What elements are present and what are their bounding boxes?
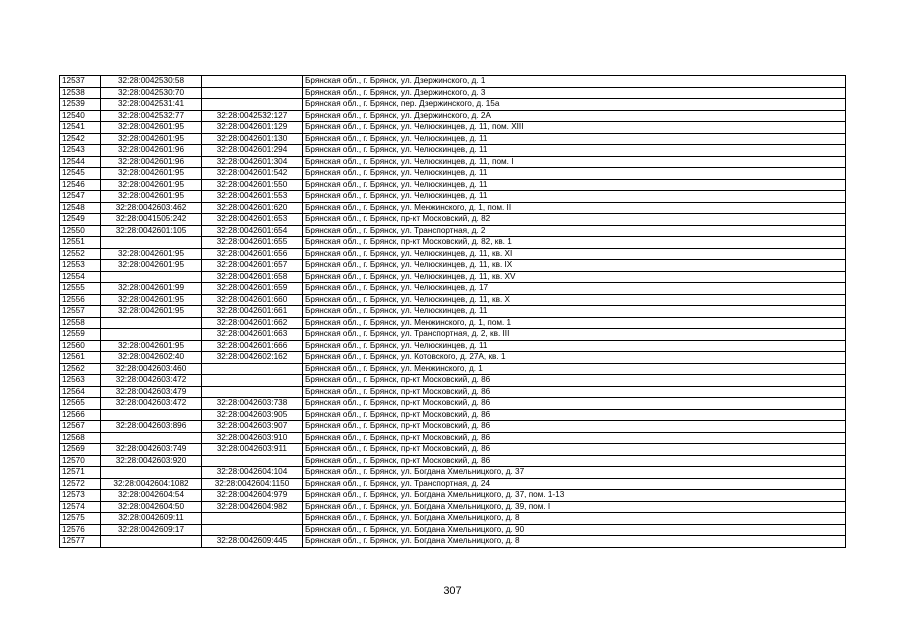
- address-cell: Брянская обл., г. Брянск, ул. Челюскинцев, д. 11: [303, 191, 846, 203]
- table-row: [60, 168, 846, 180]
- cadastral-number-cell: 32:28:0042601:95: [101, 168, 202, 180]
- object-cadastral-number-cell: 32:28:0042604:979: [202, 490, 303, 502]
- table-row: [60, 248, 846, 260]
- address-cell: Брянская обл., г. Брянск, ул. Менжинского, д. 1, пом. 1: [303, 317, 846, 329]
- cadastral-number-cell: 32:28:0042603:460: [101, 363, 202, 375]
- address-cell: Брянская обл., г. Брянск, ул. Дзержинского, д. 1: [303, 76, 846, 88]
- cadastral-number-cell: 32:28:0042601:105: [101, 225, 202, 237]
- object-cadastral-number-cell: 32:28:0042603:907: [202, 421, 303, 433]
- object-cadastral-number-cell: [202, 363, 303, 375]
- address-cell: Брянская обл., г. Брянск, ул. Котовского, д. 27А, кв. 1: [303, 352, 846, 364]
- cadastral-number-cell: 32:28:0042603:896: [101, 421, 202, 433]
- row-number-cell: 12564: [60, 386, 101, 398]
- table-row: [60, 490, 846, 502]
- table-row: [60, 421, 846, 433]
- row-number-cell: 12572: [60, 478, 101, 490]
- address-cell: Брянская обл., г. Брянск, ул. Богдана Хмельницкого, д. 8: [303, 536, 846, 548]
- cadastral-number-cell: 32:28:0042603:472: [101, 398, 202, 410]
- address-cell: Брянская обл., г. Брянск, пр-кт Московский, д. 86: [303, 409, 846, 421]
- object-cadastral-number-cell: 32:28:0042601:653: [202, 214, 303, 226]
- row-number-cell: 12575: [60, 513, 101, 525]
- table-row: [60, 214, 846, 226]
- object-cadastral-number-cell: 32:28:0042601:655: [202, 237, 303, 249]
- address-cell: Брянская обл., г. Брянск, ул. Челюскинцев, д. 11, пом. XIII: [303, 122, 846, 134]
- row-number-cell: 12566: [60, 409, 101, 421]
- table-row: [60, 122, 846, 134]
- object-cadastral-number-cell: 32:28:0042601:550: [202, 179, 303, 191]
- object-cadastral-number-cell: 32:28:0042601:659: [202, 283, 303, 295]
- table-row: [60, 294, 846, 306]
- object-cadastral-number-cell: 32:28:0042601:304: [202, 156, 303, 168]
- table-row: [60, 340, 846, 352]
- row-number-cell: 12539: [60, 99, 101, 111]
- row-number-cell: 12558: [60, 317, 101, 329]
- row-number-cell: 12559: [60, 329, 101, 341]
- table-row: [60, 283, 846, 295]
- cadastral-number-cell: 32:28:0042609:11: [101, 513, 202, 525]
- object-cadastral-number-cell: 32:28:0042601:654: [202, 225, 303, 237]
- cadastral-number-cell: 32:28:0042604:54: [101, 490, 202, 502]
- object-cadastral-number-cell: 32:28:0042609:445: [202, 536, 303, 548]
- row-number-cell: 12546: [60, 179, 101, 191]
- table-row: [60, 271, 846, 283]
- row-number-cell: 12557: [60, 306, 101, 318]
- table-row: [60, 99, 846, 111]
- object-cadastral-number-cell: [202, 455, 303, 467]
- table-row: [60, 513, 846, 525]
- table-row: [60, 225, 846, 237]
- cadastral-number-cell: 32:28:0042601:95: [101, 191, 202, 203]
- object-cadastral-number-cell: 32:28:0042604:1150: [202, 478, 303, 490]
- row-number-cell: 12550: [60, 225, 101, 237]
- cadastral-number-cell: 32:28:0042601:95: [101, 340, 202, 352]
- address-cell: Брянская обл., г. Брянск, ул. Челюскинцев, д. 17: [303, 283, 846, 295]
- object-cadastral-number-cell: 32:28:0042601:620: [202, 202, 303, 214]
- address-cell: Брянская обл., г. Брянск, пр-кт Московский, д. 82: [303, 214, 846, 226]
- object-cadastral-number-cell: 32:28:0042603:911: [202, 444, 303, 456]
- row-number-cell: 12562: [60, 363, 101, 375]
- address-cell: Брянская обл., г. Брянск, ул. Челюскинцев, д. 11: [303, 179, 846, 191]
- table-row: [60, 478, 846, 490]
- cadastral-number-cell: [101, 409, 202, 421]
- row-number-cell: 12538: [60, 87, 101, 99]
- row-number-cell: 12568: [60, 432, 101, 444]
- row-number-cell: 12543: [60, 145, 101, 157]
- cadastral-number-cell: 32:28:0042601:95: [101, 294, 202, 306]
- cadastral-number-cell: 32:28:0042601:95: [101, 306, 202, 318]
- table-row: [60, 110, 846, 122]
- address-cell: Брянская обл., г. Брянск, ул. Челюскинцев, д. 11, кв. X: [303, 294, 846, 306]
- address-cell: Брянская обл., г. Брянск, пр-кт Московский, д. 86: [303, 455, 846, 467]
- row-number-cell: 12552: [60, 248, 101, 260]
- row-number-cell: 12544: [60, 156, 101, 168]
- object-cadastral-number-cell: 32:28:0042603:905: [202, 409, 303, 421]
- cadastral-number-cell: 32:28:0042603:479: [101, 386, 202, 398]
- table-row: [60, 260, 846, 272]
- object-cadastral-number-cell: 32:28:0042601:658: [202, 271, 303, 283]
- address-cell: Брянская обл., г. Брянск, пр-кт Московский, д. 82, кв. 1: [303, 237, 846, 249]
- address-cell: Брянская обл., г. Брянск, пр-кт Московский, д. 86: [303, 421, 846, 433]
- address-cell: Брянская обл., г. Брянск, пр-кт Московский, д. 86: [303, 386, 846, 398]
- table-row: [60, 76, 846, 88]
- address-cell: Брянская обл., г. Брянск, ул. Транспортная, д. 2: [303, 225, 846, 237]
- object-cadastral-number-cell: [202, 524, 303, 536]
- cadastral-number-cell: 32:28:0042531:41: [101, 99, 202, 111]
- object-cadastral-number-cell: 32:28:0042601:666: [202, 340, 303, 352]
- cadastral-number-cell: 32:28:0042601:95: [101, 248, 202, 260]
- table-row: [60, 409, 846, 421]
- table-row: [60, 133, 846, 145]
- table-row: [60, 145, 846, 157]
- row-number-cell: 12555: [60, 283, 101, 295]
- cadastral-number-cell: 32:28:0042604:50: [101, 501, 202, 513]
- table-row: [60, 536, 846, 548]
- row-number-cell: 12556: [60, 294, 101, 306]
- row-number-cell: 12541: [60, 122, 101, 134]
- row-number-cell: 12567: [60, 421, 101, 433]
- row-number-cell: 12561: [60, 352, 101, 364]
- table-row: [60, 398, 846, 410]
- object-cadastral-number-cell: 32:28:0042602:162: [202, 352, 303, 364]
- object-cadastral-number-cell: 32:28:0042601:663: [202, 329, 303, 341]
- cadastral-number-cell: 32:28:0042530:58: [101, 76, 202, 88]
- row-number-cell: 12565: [60, 398, 101, 410]
- table-row: [60, 524, 846, 536]
- address-cell: Брянская обл., г. Брянск, пр-кт Московский, д. 86: [303, 444, 846, 456]
- registry-table-body: [60, 76, 846, 548]
- row-number-cell: 12547: [60, 191, 101, 203]
- address-cell: Брянская обл., г. Брянск, пр-кт Московский, д. 86: [303, 432, 846, 444]
- row-number-cell: 12576: [60, 524, 101, 536]
- row-number-cell: 12577: [60, 536, 101, 548]
- address-cell: Брянская обл., г. Брянск, ул. Богдана Хмельницкого, д. 90: [303, 524, 846, 536]
- table-row: [60, 386, 846, 398]
- table-row: [60, 306, 846, 318]
- row-number-cell: 12573: [60, 490, 101, 502]
- table-row: [60, 375, 846, 387]
- address-cell: Брянская обл., г. Брянск, ул. Богдана Хмельницкого, д. 37, пом. 1-13: [303, 490, 846, 502]
- cadastral-number-cell: 32:28:0042532:77: [101, 110, 202, 122]
- cadastral-number-cell: 32:28:0042601:95: [101, 122, 202, 134]
- object-cadastral-number-cell: 32:28:0042532:127: [202, 110, 303, 122]
- cadastral-number-cell: 32:28:0042609:17: [101, 524, 202, 536]
- cadastral-number-cell: [101, 432, 202, 444]
- object-cadastral-number-cell: [202, 386, 303, 398]
- cadastral-number-cell: [101, 237, 202, 249]
- row-number-cell: 12554: [60, 271, 101, 283]
- address-cell: Брянская обл., г. Брянск, ул. Менжинского, д. 1: [303, 363, 846, 375]
- cadastral-number-cell: 32:28:0042603:920: [101, 455, 202, 467]
- object-cadastral-number-cell: 32:28:0042603:910: [202, 432, 303, 444]
- address-cell: Брянская обл., г. Брянск, ул. Челюскинцев, д. 11: [303, 340, 846, 352]
- address-cell: Брянская обл., г. Брянск, ул. Богдана Хмельницкого, д. 8: [303, 513, 846, 525]
- table-row: [60, 191, 846, 203]
- cadastral-number-cell: 32:28:0042601:96: [101, 145, 202, 157]
- address-cell: Брянская обл., г. Брянск, ул. Челюскинцев, д. 11, пом. I: [303, 156, 846, 168]
- address-cell: Брянская обл., г. Брянск, ул. Богдана Хмельницкого, д. 39, пом. I: [303, 501, 846, 513]
- cadastral-number-cell: [101, 317, 202, 329]
- cadastral-number-cell: 32:28:0042601:95: [101, 260, 202, 272]
- address-cell: Брянская обл., г. Брянск, пер. Дзержинского, д. 15а: [303, 99, 846, 111]
- registry-table: [59, 75, 846, 548]
- table-row: [60, 444, 846, 456]
- object-cadastral-number-cell: 32:28:0042601:553: [202, 191, 303, 203]
- object-cadastral-number-cell: [202, 87, 303, 99]
- table-row: [60, 156, 846, 168]
- object-cadastral-number-cell: 32:28:0042601:130: [202, 133, 303, 145]
- row-number-cell: 12553: [60, 260, 101, 272]
- cadastral-number-cell: 32:28:0042602:40: [101, 352, 202, 364]
- table-row: [60, 202, 846, 214]
- cadastral-number-cell: [101, 271, 202, 283]
- object-cadastral-number-cell: [202, 76, 303, 88]
- object-cadastral-number-cell: 32:28:0042601:660: [202, 294, 303, 306]
- address-cell: Брянская обл., г. Брянск, ул. Дзержинского, д. 3: [303, 87, 846, 99]
- row-number-cell: 12548: [60, 202, 101, 214]
- cadastral-number-cell: 32:28:0042601:95: [101, 179, 202, 191]
- object-cadastral-number-cell: 32:28:0042601:662: [202, 317, 303, 329]
- table-row: [60, 179, 846, 191]
- object-cadastral-number-cell: 32:28:0042601:657: [202, 260, 303, 272]
- cadastral-number-cell: 32:28:0042603:472: [101, 375, 202, 387]
- object-cadastral-number-cell: 32:28:0042601:294: [202, 145, 303, 157]
- object-cadastral-number-cell: 32:28:0042604:982: [202, 501, 303, 513]
- cadastral-number-cell: 32:28:0042601:99: [101, 283, 202, 295]
- table-row: [60, 329, 846, 341]
- row-number-cell: 12570: [60, 455, 101, 467]
- cadastral-number-cell: [101, 329, 202, 341]
- row-number-cell: 12549: [60, 214, 101, 226]
- address-cell: Брянская обл., г. Брянск, ул. Челюскинцев, д. 11, кв. XV: [303, 271, 846, 283]
- address-cell: Брянская обл., г. Брянск, ул. Дзержинского, д. 2А: [303, 110, 846, 122]
- cadastral-number-cell: [101, 536, 202, 548]
- row-number-cell: 12542: [60, 133, 101, 145]
- cadastral-number-cell: 32:28:0042601:96: [101, 156, 202, 168]
- address-cell: Брянская обл., г. Брянск, ул. Менжинского, д. 1, пом. II: [303, 202, 846, 214]
- address-cell: Брянская обл., г. Брянск, пр-кт Московский, д. 86: [303, 375, 846, 387]
- object-cadastral-number-cell: 32:28:0042601:129: [202, 122, 303, 134]
- address-cell: Брянская обл., г. Брянск, ул. Транспортная, д. 2, кв. III: [303, 329, 846, 341]
- table-row: [60, 501, 846, 513]
- cadastral-number-cell: 32:28:0042601:95: [101, 133, 202, 145]
- page-number: 307: [443, 585, 462, 597]
- object-cadastral-number-cell: [202, 513, 303, 525]
- cadastral-number-cell: 32:28:0042530:70: [101, 87, 202, 99]
- cadastral-number-cell: 32:28:0042603:462: [101, 202, 202, 214]
- address-cell: Брянская обл., г. Брянск, ул. Богдана Хмельницкого, д. 37: [303, 467, 846, 479]
- address-cell: Брянская обл., г. Брянск, ул. Транспортная, д. 24: [303, 478, 846, 490]
- row-number-cell: 12545: [60, 168, 101, 180]
- row-number-cell: 12574: [60, 501, 101, 513]
- object-cadastral-number-cell: 32:28:0042603:738: [202, 398, 303, 410]
- object-cadastral-number-cell: 32:28:0042601:656: [202, 248, 303, 260]
- table-row: [60, 87, 846, 99]
- cadastral-number-cell: 32:28:0042603:749: [101, 444, 202, 456]
- cadastral-number-cell: 32:28:0041505:242: [101, 214, 202, 226]
- row-number-cell: 12571: [60, 467, 101, 479]
- object-cadastral-number-cell: [202, 375, 303, 387]
- table-row: [60, 363, 846, 375]
- row-number-cell: 12563: [60, 375, 101, 387]
- row-number-cell: 12560: [60, 340, 101, 352]
- row-number-cell: 12569: [60, 444, 101, 456]
- address-cell: Брянская обл., г. Брянск, ул. Челюскинцев, д. 11: [303, 133, 846, 145]
- address-cell: Брянская обл., г. Брянск, ул. Челюскинцев, д. 11, кв. XI: [303, 248, 846, 260]
- table-row: [60, 455, 846, 467]
- cadastral-number-cell: [101, 467, 202, 479]
- address-cell: Брянская обл., г. Брянск, ул. Челюскинцев, д. 11: [303, 145, 846, 157]
- row-number-cell: 12540: [60, 110, 101, 122]
- table-row: [60, 317, 846, 329]
- cadastral-number-cell: 32:28:0042604:1082: [101, 478, 202, 490]
- table-row: [60, 432, 846, 444]
- row-number-cell: 12537: [60, 76, 101, 88]
- object-cadastral-number-cell: 32:28:0042601:661: [202, 306, 303, 318]
- table-row: [60, 352, 846, 364]
- row-number-cell: 12551: [60, 237, 101, 249]
- address-cell: Брянская обл., г. Брянск, пр-кт Московский, д. 86: [303, 398, 846, 410]
- address-cell: Брянская обл., г. Брянск, ул. Челюскинцев, д. 11: [303, 168, 846, 180]
- address-cell: Брянская обл., г. Брянск, ул. Челюскинцев, д. 11: [303, 306, 846, 318]
- object-cadastral-number-cell: 32:28:0042604:104: [202, 467, 303, 479]
- object-cadastral-number-cell: 32:28:0042601:542: [202, 168, 303, 180]
- table-row: [60, 467, 846, 479]
- table-row: [60, 237, 846, 249]
- object-cadastral-number-cell: [202, 99, 303, 111]
- address-cell: Брянская обл., г. Брянск, ул. Челюскинцев, д. 11, кв. IX: [303, 260, 846, 272]
